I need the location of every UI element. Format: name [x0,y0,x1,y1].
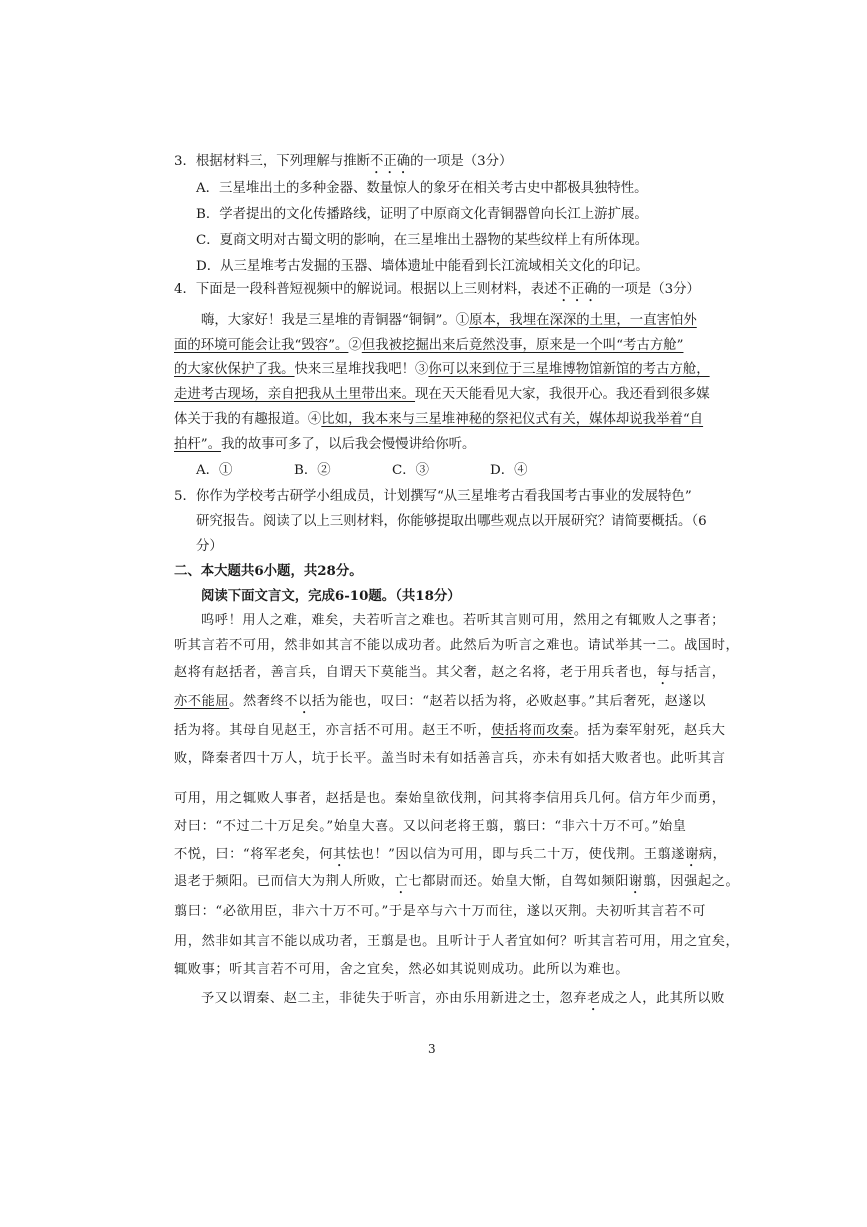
passage-emphasis: 谢 [685,847,699,862]
passage-text: 括为能也，叹曰：“赵若以括为将，必败赵事。”其后奢死，赵遂以 [311,694,707,709]
section-2-intro: 阅读下面文言文，完成6-10题。（共18分） [201,588,461,604]
q4-underlined-4-cont: 拍杆”。 [174,437,222,452]
passage-text: 七都尉而还。始皇大惭，自驾如频阳 [408,874,630,889]
q4-underlined-1-cont: 面的环境可能会让我“毁容”。 [174,338,349,353]
passage-emphasis: 其 [333,847,347,862]
passage-emphasis: 谢 [629,874,643,889]
passage-line-10 [174,873,739,897]
question-4-stem [174,281,700,305]
q4-underlined-4: 比如，我本来与三星堆神秘的祭祀仪式有关，媒体却说我举着“自 [321,412,704,427]
q4-script-text: 我的故事可多了，以后我会慢慢讲给你听。 [221,437,476,452]
q4-script-text: 现在天天能看见大家，我很开心。我还看到很多媒 [415,387,710,402]
q3-option-a: A．三星堆出土的多种金器、数量惊人的象牙在相关考古史中都极具独特性。 [196,181,648,196]
q4-marker-2: ② [348,338,362,353]
q4-script-line-4 [174,386,710,404]
passage-line-14 [201,990,725,1014]
passage-line-9 [174,846,726,870]
question-3-stem [174,153,512,177]
q4-emphasis: 不正确 [557,282,598,297]
q4-underlined-2: 但我被挖掘出来后竟然没事，原来是一个叫“考古方舱” [361,338,684,353]
passage-line-2: 听其言若不可用，然非如其言不能以成功者。此然后为听言之难也。请试举其一二。战国时， [174,638,740,653]
q4-text-post: 的一项是（3分） [597,282,700,297]
passage-line-7: 可用，用之辄败人事者，赵括是也。秦始皇欲伐荆，问其将李信用兵几何。信方年少而勇， [174,791,726,806]
passage-emphasis: 老 [587,991,601,1006]
passage-emphasis: 以 [298,694,312,709]
q3-option-d: D．从三星堆考古发掘的玉器、墙体遗址中能看到长江流域相关文化的印记。 [196,259,649,274]
section-2-title: 二、本大题共6小题，共28分。 [174,563,363,579]
passage-line-12: 用，然非如其言不能以成功者，王翦是也。且听计于人者宜如何？听其言若可用，用之宜矣， [174,934,740,949]
q4-choice-c: C．③ [392,463,430,478]
q3-emphasis: 不正确 [370,154,411,169]
passage-emphasis: 亡 [394,874,409,889]
passage-text: 成之人，此其所以败 [600,991,725,1006]
q4-choice-b: B．② [294,463,331,478]
passage-text: 括为将。其母自见赵王，亦言括不可用。赵王不听， [174,723,492,738]
passage-text: 怯也！”因以信为可用，即与兵二十万，使伐荆。王翦遂 [346,847,686,862]
passage-line-1: 呜呼！用人之难，难矣，夫若听言之难也。若听其言则可用，然用之有辄败人之事者； [201,613,725,628]
passage-line-6: 败，降秦者四十万人，坑于长平。盖当时未有如括善言兵，亦未有如括大败者也。此听其言 [174,751,726,766]
q4-script-text: 快来三星堆找我吧！③ [294,362,429,377]
passage-text: 予又以谓秦、赵二主，非徒失于听言，亦由乐用新进之士，忽弃 [201,991,588,1006]
passage-line-3 [174,664,726,688]
passage-text: 赵将有赵括者，善言兵，自谓天下莫能当。其父奢，赵之名将，老于用兵者也， [174,665,657,680]
q5-line-2: 研究报告。阅读了以上三则材料，你能够提取出哪些观点以开展研究？请简要概括。（6 [196,514,707,529]
q4-choice-d: D．④ [490,463,528,478]
passage-text: 病， [698,847,727,862]
q4-script-text: 嗨，大家好！我是三星堆的青铜器“铜铜”。① [201,313,470,328]
q4-script-line-1 [201,312,697,330]
passage-text: 退老于频阳。已而信大为荆人所败， [174,874,395,889]
passage-text: 。括为秦军射死，赵兵大 [573,723,726,738]
passage-line-4 [174,693,706,717]
q4-choice-a: A．① [196,463,233,478]
q4-text-pre: 4．下面是一段科普短视频中的解说词。根据以上三则材料，表述 [174,282,558,297]
passage-line-5 [174,722,726,740]
q5-line-1: 5．你作为学校考古研学小组成员，计划撰写“从三星堆考古看我国考古事业的发展特色” [174,489,692,504]
q4-underlined-3-cont: 走进考古现场，亲自把我从土里带出来。 [174,387,416,402]
q4-script-line-2 [174,337,683,355]
passage-underlined: 亦不能屈 [174,694,230,709]
q4-script-line-5 [174,411,703,429]
passage-text: 与括言， [670,665,726,680]
q3-option-b: B．学者提出的文化传播路线，证明了中原商文化青铜器曾向长江上游扩展。 [196,207,648,222]
q4-script-text: 体关于我的有趣报道。④ [174,412,322,427]
passage-line-8: 对曰：“不过二十万足矣。”始皇大喜。又以问老将王翦，翦曰：“非六十万不可。”始皇 [174,819,687,834]
q4-underlined-3: 你可以来到位于三星堆博物馆新馆的考古方舱， [428,362,710,377]
q4-script-line-6 [174,436,475,454]
q3-text-post: 的一项是（3分） [410,154,513,169]
passage-text: 翦，因强起之。 [642,874,740,889]
passage-underlined: 使括将而攻秦 [491,723,574,738]
q4-choices [196,462,588,480]
passage-line-11: 翦曰：“必欲用臣，非六十万不可。”于是卒与六十万而往，遂以灭荆。夫初听其言若不可 [174,904,707,919]
q5-line-3: 分） [196,539,223,554]
q3-text-pre: 3．根据材料三，下列理解与推断 [174,154,370,169]
passage-line-13: 辄败事；听其言若不可用，舍之宜矣，然必如其说则成功。此所以为难也。 [174,962,629,977]
q3-option-c: C．夏商文明对古蜀文明的影响，在三星堆出土器物的某些纹样上有所体现。 [196,233,649,248]
q4-script-line-3 [174,361,710,379]
q4-underlined-2-cont: 的大家伙保护了我。 [174,362,295,377]
passage-text: 不悦，曰：“将军老矣，何 [174,847,334,862]
q4-underlined-1: 原本，我埋在深深的土里，一直害怕外 [469,313,697,328]
passage-emphasis: 每 [656,665,671,680]
page-number: 3 [428,1042,436,1056]
passage-text: 。然奢终不 [229,694,299,709]
